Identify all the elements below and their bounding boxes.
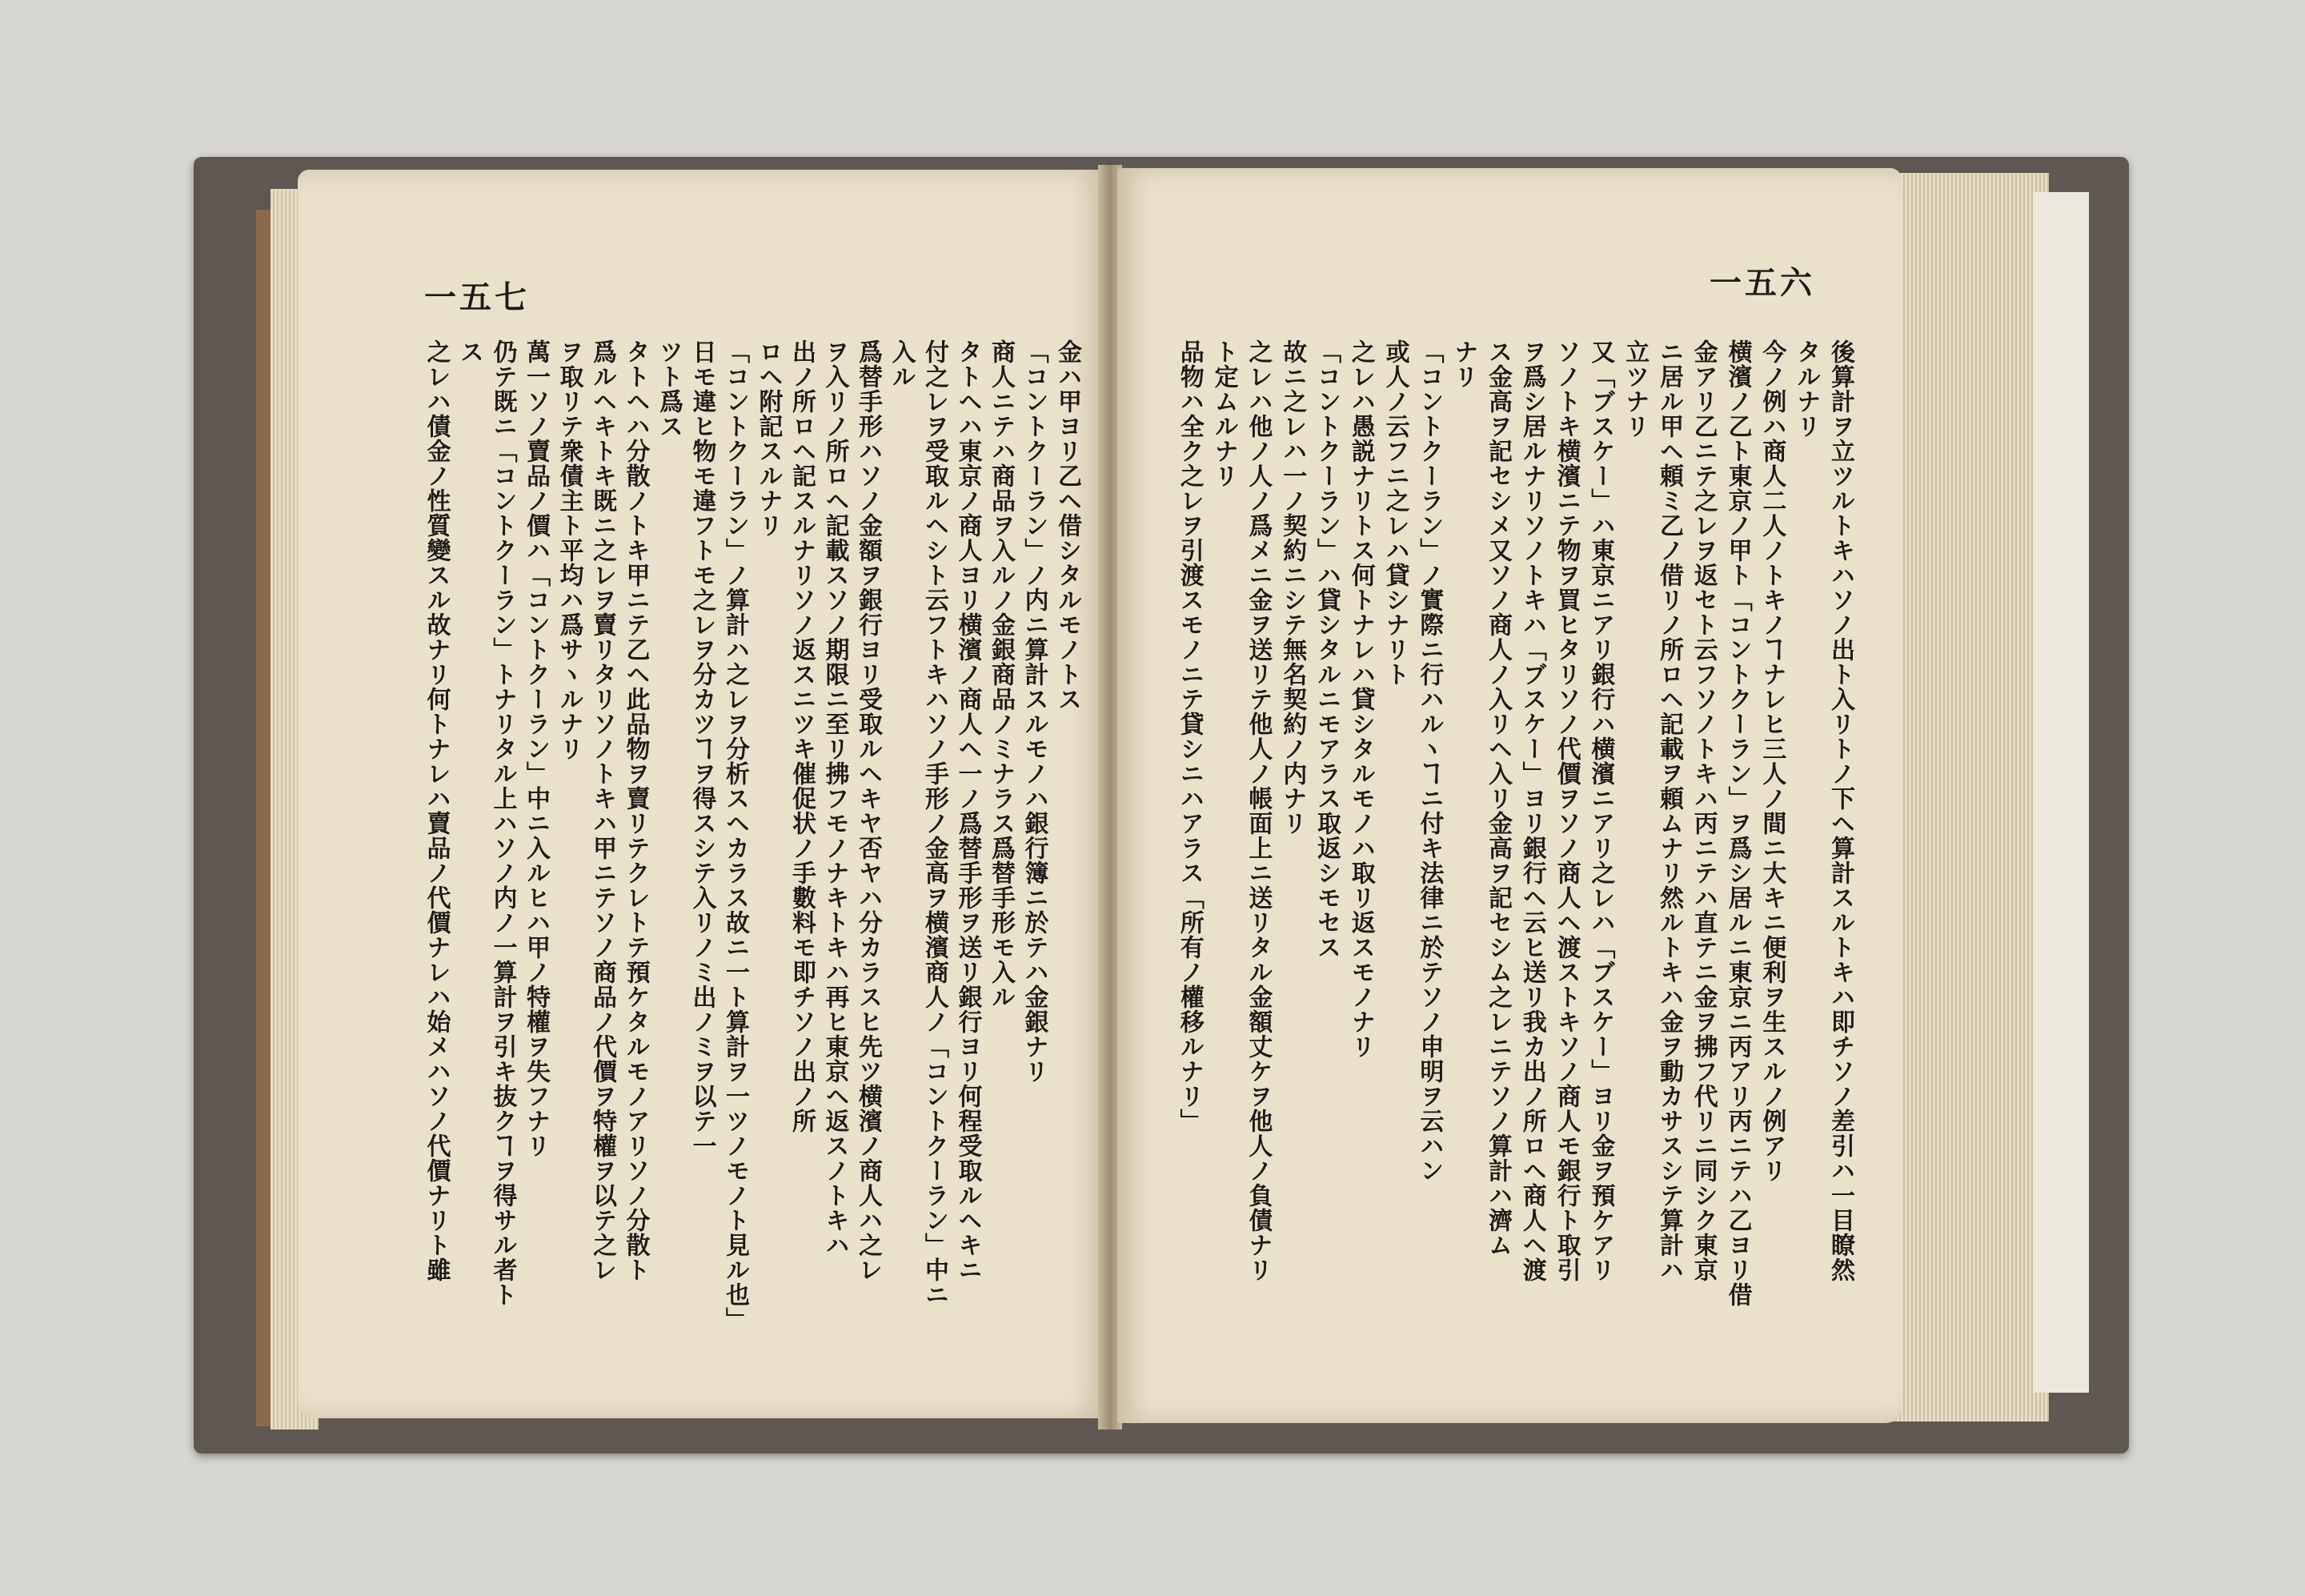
text-column: 後算計ヲ立ツルトキハソノ出ト入リトノ下ヘ算計スルトキハ即チソノ差引ハ一目瞭然 bbox=[1826, 339, 1854, 1282]
text-column: 或人ノ云フニ之レハ貸シナリト bbox=[1381, 339, 1409, 687]
text-column: 出ノ所ロヘ記スルナリソノ返スニツキ催促状ノ手數料モ即チソノ出ノ所 bbox=[788, 339, 816, 1133]
text-column: 入ル bbox=[887, 339, 916, 389]
text-column: タトヘハ分散ノトキ甲ニテ乙ヘ此品物ヲ賣リテクレトテ預ケタルモノアリソノ分散ト bbox=[621, 339, 650, 1282]
text-column: 商人ニテハ商品ヲ入ルノ金銀商品ノミナラス爲替手形モ入ル bbox=[987, 339, 1015, 1009]
text-column: 「コントクーラン」ハ貸シタルニモアラス取返シモセス bbox=[1313, 339, 1341, 960]
text-column: ス bbox=[455, 339, 483, 364]
text-column: ヲ取リテ衆債主ト平均ハ爲サヽルナリ bbox=[555, 339, 583, 761]
text-column: 付之レヲ受取ルヘシト云フトキハソノ手形ノ金高ヲ横濱商人ノ「コントクーラン」中ニ bbox=[920, 339, 948, 1307]
text-column: タルナリ bbox=[1792, 339, 1821, 439]
text-column: ツト爲ス bbox=[655, 339, 683, 439]
text-column: 横濱ノ乙ト東京ノ甲ト「コントクーラン」ヲ爲シ居ルニ東京ニ丙アリ丙ニテハ乙ヨリ借 bbox=[1723, 339, 1752, 1307]
text-column: 爲ルヘキトキ既ニ之レヲ賣リタリソノトキハ甲ニテソノ商品ノ代價ヲ特權ヲ以テ之レ bbox=[588, 339, 616, 1282]
text-column: 金ハ甲ヨリ乙ヘ借シタルモノトス bbox=[1053, 339, 1081, 712]
text-column: 爲替手形ハソノ金額ヲ銀行ヨリ受取ルヘキヤ否ヤハ分カラスヒ先ツ横濱ノ商人ハ之レ bbox=[854, 339, 882, 1282]
text-column: 「コントクーラン」ノ實際ニ行ハルヽヿニ付キ法律ニ於テソノ申明ヲ云ハン bbox=[1415, 339, 1444, 1183]
text-column: 之レハ愚説ナリトス何トナレハ貸シタルモノハ取リ返スモノナリ bbox=[1346, 339, 1375, 1059]
text-column: 故ニ之レハ一ノ契約ニシテ無名契約ノ内ナリ bbox=[1278, 339, 1307, 836]
text-column: 品物ハ全ク之レヲ引渡スモノニテ貸シニハアラス「所有ノ權移ルナリ」 bbox=[1175, 339, 1204, 1133]
page-number: 一五七 bbox=[424, 279, 530, 316]
page-edges-right bbox=[1889, 173, 2049, 1422]
text-column: ト定ムルナリ bbox=[1209, 339, 1238, 488]
text-column: ニ居ル甲ヘ頼ミ乙ノ借リノ所ロヘ記載ヲ頼ムナリ然ルトキハ金ヲ動カサスシテ算計ハ bbox=[1655, 339, 1683, 1282]
text-column: 之レハ他ノ人ノ爲メニ金ヲ送リテ他人ノ帳面上ニ送リタル金額丈ケヲ他人ノ負債ナリ bbox=[1244, 339, 1273, 1282]
text-column: ソノトキ横濱ニテ物ヲ買ヒタリソノ代價ヲソノ商人ヘ渡ストキソノ商人モ銀行ト取引 bbox=[1552, 339, 1581, 1282]
text-column: ナリ bbox=[1449, 339, 1478, 389]
text-column: 「コントクーラン」ノ内ニ算計スルモノハ銀行簿ニ於テハ金銀ナリ bbox=[1020, 339, 1048, 1084]
text-column: ヲ入リノ所ロヘ記載スソノ期限ニ至リ拂フモノナキトキハ再ヒ東京ヘ返スノトキハ bbox=[820, 339, 849, 1257]
text-column: 仍テ既ニ「コントクーラン」トナリタル上ハソノ内ノ一算計ヲ引キ抜クヿヲ得サル者ト bbox=[488, 339, 517, 1307]
text-column: 萬一ソノ賣品ノ價ハ「コントクーラン」中ニ入ルヒハ甲ノ特權ヲ失フナリ bbox=[522, 339, 550, 1158]
text-column: 今ノ例ハ商人二人ノトキノヿナレヒ三人ノ間ニ大キニ便利ヲ生スルノ例アリ bbox=[1758, 339, 1786, 1183]
page-number: 一五六 bbox=[1710, 264, 1815, 302]
text-column: タトヘハ東京ノ商人ヨリ横濱ノ商人ヘ一ノ爲替手形ヲ送リ銀行ヨリ何程受取ルヘキニ bbox=[953, 339, 982, 1282]
text-column: ス金高ヲ記セシメ又ソノ商人ノ入リヘ入リ金高ヲ記セシム之レニテソノ算計ハ濟ム bbox=[1484, 339, 1512, 1257]
text-column: 金アリ乙ニテ之レヲ返セト云フソノトキハ丙ニテハ直テニ金ヲ拂フ代リニ同シク東京 bbox=[1689, 339, 1718, 1282]
text-column: 又「ブスケー」ハ東京ニアリ銀行ハ横濱ニアリ之レハ「ブスケー」ヨリ金ヲ預ケアリ bbox=[1586, 339, 1615, 1282]
text-column: ロヘ附記スルナリ bbox=[754, 339, 783, 538]
text-column: 之レハ債金ノ性質變スル故ナリ何トナレハ賣品ノ代價ナレハ始メハソノ代價ナリト雖 bbox=[422, 339, 451, 1282]
text-column: ヲ爲シ居ルナリソノトキハ「ブスケー」ヨリ銀行ヘ云ヒ送リ我カ出ノ所ロヘ商人ヘ渡 bbox=[1517, 339, 1546, 1282]
endpaper-right bbox=[2033, 192, 2089, 1393]
text-column: 立ツナリ bbox=[1621, 339, 1650, 439]
text-column: 日モ違ヒ物モ違フトモ之レヲ分カツヿヲ得スシテ入リノミ出ノミヲ以テ一 bbox=[687, 339, 716, 1158]
text-column: 「コントクーラン」ノ算計ハ之レヲ分析スヘカラス故ニ一ト算計ヲ一ツノモノト見ル也」 bbox=[721, 339, 749, 1332]
